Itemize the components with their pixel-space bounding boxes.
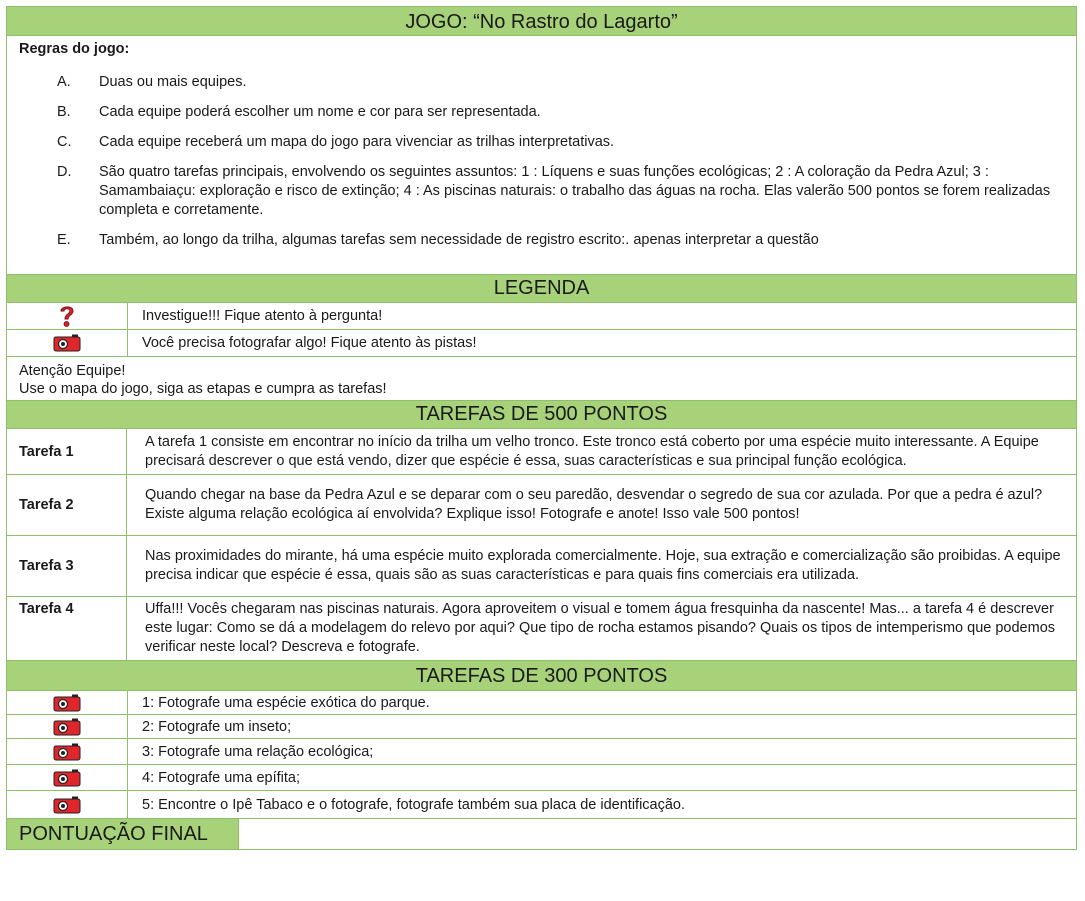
- legend-row: [7, 330, 1076, 357]
- photo-task-text: 2: Fotografe um inseto;: [142, 718, 292, 735]
- question-mark-icon: [58, 304, 76, 328]
- legend-icon-cell: [7, 303, 128, 329]
- camera-icon: [53, 718, 81, 736]
- photo-task-text: 5: Encontre o Ipê Tabaco e o fotografe, fotografe também sua placa de identificação.: [142, 796, 686, 813]
- rule-text: Cada equipe receberá um mapa do jogo para vivenciar as trilhas interpretativas.: [99, 134, 615, 150]
- game-sheet: [6, 6, 1077, 850]
- rule-text: São quatro tarefas principais, envolvendo os seguintes assuntos: 1 : Líquens e suas funções ecológicas; 2 : A coloração da Pedra Azul; 3 : Samambaiaçu: exploração e risco de extinção; 4 : As piscinas naturais: o trabalho das águas na rocha. Elas valerão 500 pontos se forem realizadas completa e corretamente.: [99, 164, 1051, 218]
- rule-letter: A.: [57, 74, 71, 90]
- rule-item: [19, 231, 1064, 250]
- rule-text: Cada equipe poderá escolher um nome e cor para ser representada.: [99, 104, 541, 120]
- rule-item: [19, 103, 1064, 122]
- legend-text: Investigue!!! Fique atento à pergunta!: [142, 308, 383, 324]
- photo-task-text: 1: Fotografe uma espécie exótica do parque.: [142, 694, 430, 711]
- rule-text: Também, ao longo da trilha, algumas tarefas sem necessidade de registro escrito:. apenas interpretar a questão: [99, 232, 819, 248]
- task-label: Tarefa 1: [7, 429, 127, 474]
- final-score-row: [7, 819, 1076, 849]
- rules-section: [7, 36, 1076, 275]
- task-row: [7, 475, 1076, 536]
- camera-icon: [53, 743, 81, 761]
- attention-line: Use o mapa do jogo, siga as etapas e cumpra as tarefas!: [19, 381, 387, 397]
- game-title: JOGO: “No Rastro do Lagarto”: [7, 7, 1076, 36]
- rule-letter: C.: [57, 134, 72, 150]
- rule-letter: B.: [57, 104, 71, 120]
- photo-icon-cell: [7, 791, 128, 818]
- photo-icon-cell: [7, 765, 128, 790]
- legend-row: [7, 303, 1076, 330]
- task-label: Tarefa 2: [7, 475, 127, 535]
- photo-task-text: 4: Fotografe uma epífita;: [142, 769, 300, 786]
- task-text: Uffa!!! Vocês chegaram nas piscinas naturais. Agora aproveitem o visual e tomem água fresquinha da nascente! Mas... a tarefa 4 é descrever este lugar: Como se dá a modelagem do relevo por aqui? Que tipo de rocha estamos pisando? Quais os tipos de intemperismo que podemos verificar neste local? Descreva e fotografe.: [145, 601, 1056, 655]
- legend-text: Você precisa fotografar algo! Fique atento às pistas!: [142, 335, 477, 351]
- rule-item: [19, 163, 1064, 220]
- photo-task-text: 3: Fotografe uma relação ecológica;: [142, 743, 374, 760]
- camera-icon: [53, 769, 81, 787]
- photo-task-row: [7, 691, 1076, 715]
- task-label: Tarefa 3: [7, 536, 127, 596]
- task-text: Nas proximidades do mirante, há uma espécie muito explorada comercialmente. Hoje, sua extração e comercialização são proibidas. A equipe precisa indicar que espécie é essa, quais são as suas características e para quais fins comerciais era utilizada.: [145, 548, 1061, 583]
- photo-task-row: [7, 715, 1076, 739]
- attention-note: [7, 357, 1076, 401]
- task-text: Quando chegar na base da Pedra Azul e se deparar com o seu paredão, desvendar o segredo de sua cor azulada. Por que a pedra é azul? Existe alguma relação ecológica aí envolvida? Explique isso! Fotografe e anote! Isso vale 500 pontos!: [145, 487, 1043, 522]
- task-row: [7, 536, 1076, 597]
- camera-icon: [53, 694, 81, 712]
- legend-icon-cell: [7, 330, 128, 356]
- task-row: [7, 597, 1076, 661]
- photo-task-row: [7, 765, 1076, 791]
- photo-icon-cell: [7, 715, 128, 738]
- photo-task-row: [7, 791, 1076, 819]
- camera-icon: [53, 796, 81, 814]
- task-label: Tarefa 4: [7, 597, 127, 660]
- photo-icon-cell: [7, 691, 128, 714]
- photo-task-row: [7, 739, 1076, 765]
- rules-heading: Regras do jogo:: [19, 41, 130, 57]
- legend-heading: LEGENDA: [7, 275, 1076, 303]
- rule-letter: D.: [57, 164, 72, 180]
- rule-item: [19, 133, 1064, 152]
- task-text: A tarefa 1 consiste em encontrar no início da trilha um velho tronco. Este tronco está coberto por uma espécie muito interessante. A Equipe precisará descrever o que está vendo, dizer que espécie é essa, suas características e sua principal função ecológica.: [145, 433, 1039, 469]
- final-score-label: PONTUAÇÃO FINAL: [7, 819, 239, 849]
- camera-icon: [53, 334, 81, 352]
- final-score-field[interactable]: [239, 819, 1076, 849]
- task-row: [7, 429, 1076, 475]
- tasks500-heading: TAREFAS DE 500 PONTOS: [7, 401, 1076, 429]
- attention-line: Atenção Equipe!: [19, 363, 126, 379]
- rule-item: [19, 73, 1064, 92]
- photo-icon-cell: [7, 739, 128, 764]
- rule-letter: E.: [57, 232, 71, 248]
- tasks300-heading: TAREFAS DE 300 PONTOS: [7, 661, 1076, 691]
- rule-text: Duas ou mais equipes.: [99, 74, 247, 90]
